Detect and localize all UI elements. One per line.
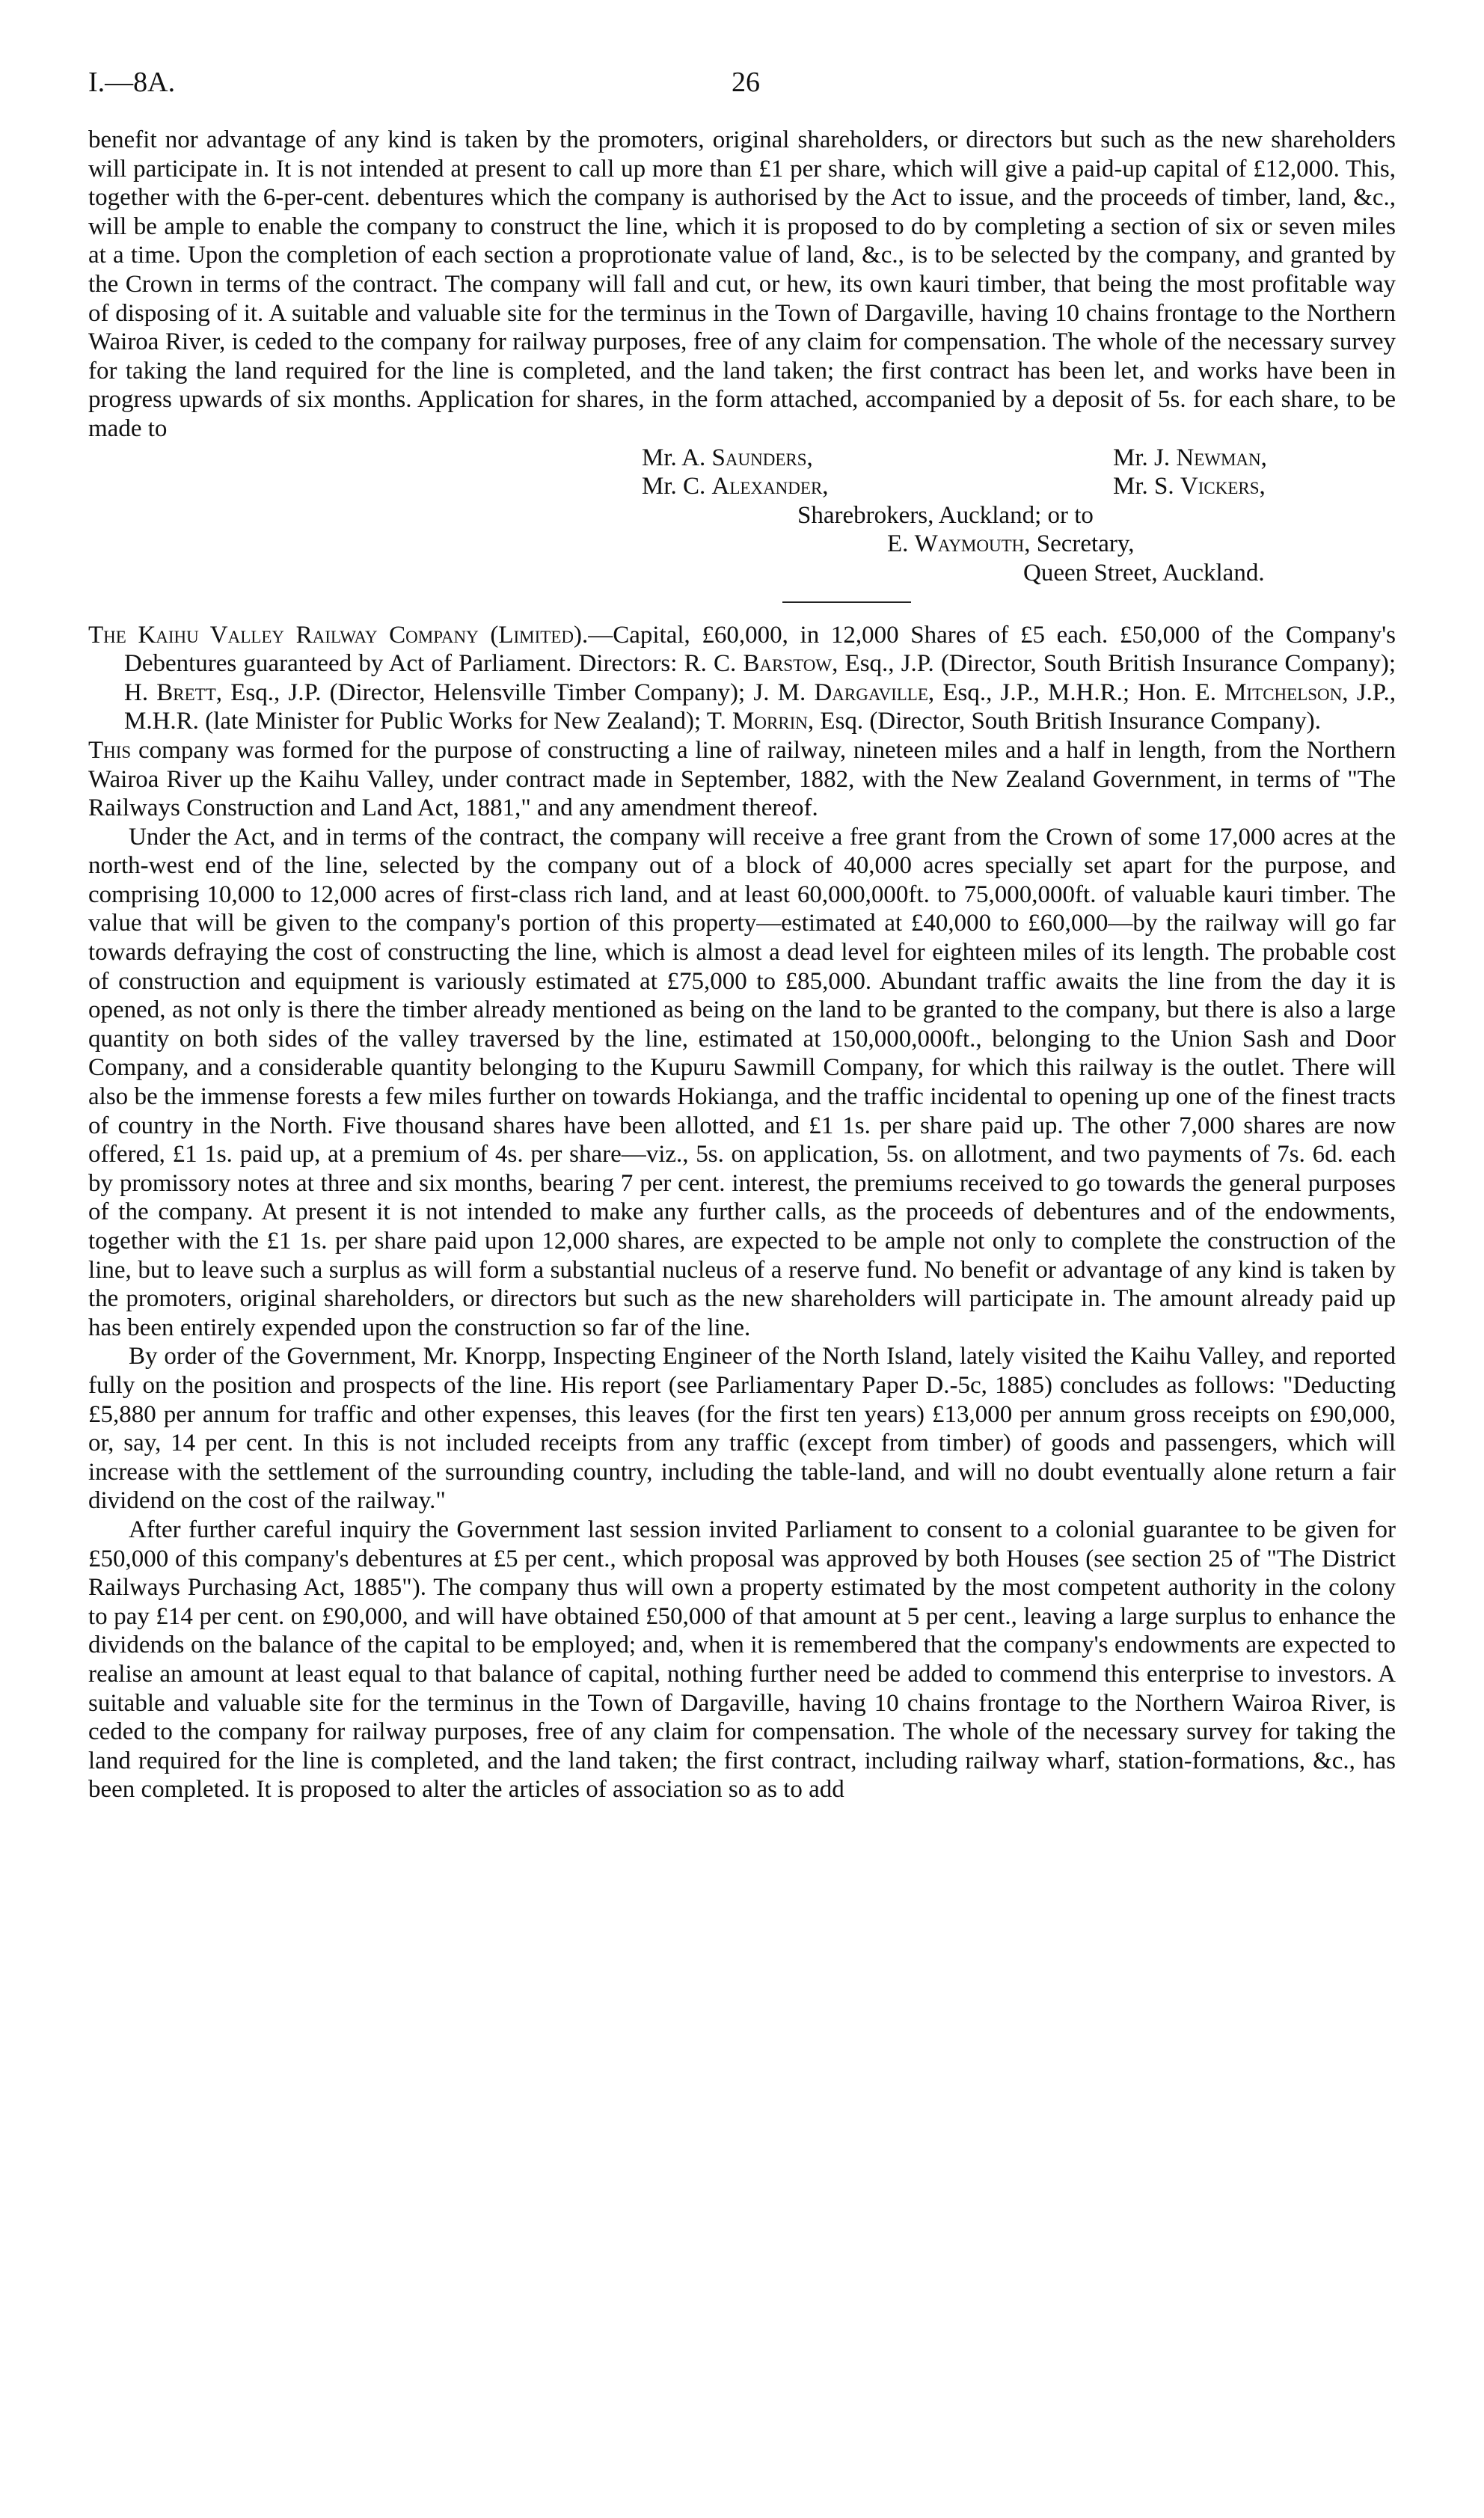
company-details-6: Esq. (Director, South British Insurance Company). (820, 708, 1321, 735)
secretary-address: Queen Street, Auckland. (1023, 559, 1265, 586)
secretary-line (887, 530, 1134, 559)
contact-prefix: Mr. J. (1113, 444, 1171, 471)
company-entry (88, 621, 1396, 736)
contact-prefix: Mr. C. (642, 473, 706, 500)
body-paragraph-3: By order of the Government, Mr. Knorpp, Inspecting Engineer of the North Island, lately visited the Kaihu Valley, and reported fully on the position and prospects of the line. His report (see Parliamentary Paper D.-5c, 1885) concludes as follows: "Deducting £5,880 per annum for traffic and other expenses, this leaves (for the first ten years) £13,000 per annum gross receipts on £90,000, or, say, 14 per cent. In this is not included receipts from any traffic (except from timber) of goods and passengers, which will increase with the settlement of the surrounding country, including the table-land, and will no doubt eventually alone return a fair dividend on the cost of the railway." (88, 1343, 1396, 1515)
page-header (88, 66, 1396, 126)
paragraph-text: company was formed for the purpose of constructing a line of railway, nineteen miles and a half in length, from the Northern Wairoa River up the Kaihu Valley, under contract made in September, 1882, with the New Zealand Government, in terms of "The Railways Construction and Land Act, 1881," and any amendment thereof. (88, 736, 1396, 822)
sharebrokers-line: Sharebrokers, Auckland; or to (797, 501, 1094, 529)
director-morrin: Morrin, (732, 708, 815, 735)
section-divider (782, 601, 911, 603)
body-paragraph-1 (88, 736, 1396, 823)
director-mitchelson: Mitchelson, (1224, 678, 1349, 706)
secretary-title: Secretary, (1036, 530, 1135, 558)
contact-alexander (642, 472, 829, 501)
company-details-3: Esq., J.P. (Director, Helensville Timber Company); J. M. (230, 678, 806, 706)
secretary-name: Waymouth, (914, 530, 1031, 558)
contact-name: Newman, (1176, 444, 1267, 471)
contact-name: Alexander, (711, 473, 829, 500)
contact-vickers (1113, 472, 1266, 501)
document-page (88, 66, 1396, 1804)
contact-newman (1113, 444, 1267, 473)
body-paragraph-2: Under the Act, and in terms of the contract, the company will receive a free grant from the Crown of some 17,000 acres at the north-west end of the line, selected by the company out of a block of 40,000 acres specially set apart for the purpose, and comprising 10,000 to 12,000 acres of first-class rich land, and at least 60,000,000ft. to 75,000,000ft. of valuable kauri timber. The value that will be given to the company's portion of this property—estimated at £40,000 to £60,000—by the railway will go far towards defraying the cost of constructing the line, which is almost a dead level for eighteen miles of its length. The probable cost of construction and equipment is variously estimated at £75,000 to £85,000. Abundant traffic awaits the line from the day it is opened, as not only is there the timber already mentioned as being on the land to be granted to the company, but there is also a large quantity on both sides of the valley traversed by the line, estimated at 150,000,000ft., belonging to the Union Sash and Door Company, and a considerable quantity belonging to the Kupuru Sawmill Company, for which this railway is the outlet. There will also be the immense forests a few miles further on towards Hokianga, and the traffic incidental to opening up one of the finest tracts of country in the North. Five thousand shares have been allotted, and £1 1s. per share paid up. The other 7,000 shares are now offered, £1 1s. paid up, at a premium of 4s. per share—viz., 5s. on application, 5s. on allotment, and two payments of 7s. 6d. each by promissory notes at three and six months, bearing 7 per cent. interest, the premiums received to go towards the general purposes of the company. At present it is not intended to make any further calls, as the proceeds of debentures and of the endowments, together with the £1 1s. per share paid upon 12,000 shares, are expected to be ample not only to complete the construction of the line, but to leave such a surplus as will form a substantial nucleus of a reserve fund. No benefit or advantage of any kind is taken by the promoters, original shareholders, or directors but such as the new shareholders will participate in. The amount already paid up has been entirely expended upon the construction so far of the line. (88, 823, 1396, 1341)
application-contacts (88, 444, 1396, 588)
body-paragraph-4: After further careful inquiry the Government last session invited Parliament to consent to a colonial guarantee to be given for £50,000 of this company's debentures at £5 per cent., which proposal was approved by both Houses (see section 25 of "The District Railways Purchasing Act, 1885"). The company thus will own a property estimated by the most competent authority in the colony to pay £14 per cent. on £90,000, and will have obtained £50,000 of that amount at 5 per cent., leaving a large surplus to enhance the dividends on the balance of the capital to be employed; and, when it is remembered that the company's endowments are expected to realise an amount at least equal to that balance of capital, nothing further need be added to commend this enterprise to investors. A suitable and valuable site for the terminus in the Town of Dargaville, having 10 chains frontage to the Northern Wairoa River, is ceded to the company for railway purposes, free of any claim for compensation. The whole of the necessary survey for taking the land required for the line is completed, and the land taken; the first contract, including railway wharf, station-formations, &c., has been completed. It is proposed to alter the articles of association so as to add (88, 1516, 1396, 1804)
contact-saunders (642, 444, 813, 473)
company-details-5: J.P., M.H.R. (late Minister for Public Works for New Zealand); T. (124, 678, 1396, 735)
continuation-paragraph: benefit nor advantage of any kind is taken by the promoters, original shareholders, or directors but such as the new shareholders will participate in. It is not intended at present to call up more than £1 per share, which will give a paid-up capital of £12,000. This, together with the 6-per-cent. debentures which the company is authorised by the Act to issue, and the proceeds of timber, land, &c., will be ample to enable the company to construct the line, which it is proposed to do by completing a section of six or seven miles at a time. Upon the completion of each section a proprotionate value of land, &c., is to be selected by the company, and granted by the Crown in terms of the contract. The company will fall and cut, or hew, its own kauri timber, that being the most profitable way of disposing of it. A suitable and valuable site for the terminus in the Town of Dargaville, having 10 chains frontage to the Northern Wairoa River, is ceded to the company for railway purposes, free of any claim for compensation. The whole of the necessary survey for taking the land required for the line is completed, and the land taken; the first contract has been let, and works have been in progress upwards of six months. Application for shares, in the form attached, accompanied by a deposit of 5s. for each share, to be made to (88, 126, 1396, 442)
paragraph-lead-word: This (88, 736, 132, 764)
page-number: 26 (732, 67, 760, 98)
secretary-initial: E. (887, 530, 909, 558)
contact-name: Saunders, (711, 444, 813, 471)
document-reference: I.—8A. (88, 67, 176, 98)
director-brett: Brett, (156, 678, 223, 706)
contact-prefix: Mr. S. (1113, 473, 1174, 500)
company-details-1: —Capital, £60,000, in 12,000 Shares of £5 each. £50,000 of the Company's Debentures guaranteed by Act of Parliament. Directors: R. C. (124, 621, 1396, 678)
company-details-4: Esq., J.P., M.H.R.; Hon. E. (942, 678, 1216, 706)
company-details-2: Esq., J.P. (Director, South British Insurance Company); H. (124, 650, 1396, 706)
company-name: The Kaihu Valley Railway Company (Limited). (88, 621, 589, 649)
contact-name: Vickers, (1180, 473, 1266, 500)
director-dargaville: Dargaville, (814, 678, 935, 706)
contact-prefix: Mr. A. (642, 444, 706, 471)
director-barstow: Barstow, (743, 650, 838, 678)
